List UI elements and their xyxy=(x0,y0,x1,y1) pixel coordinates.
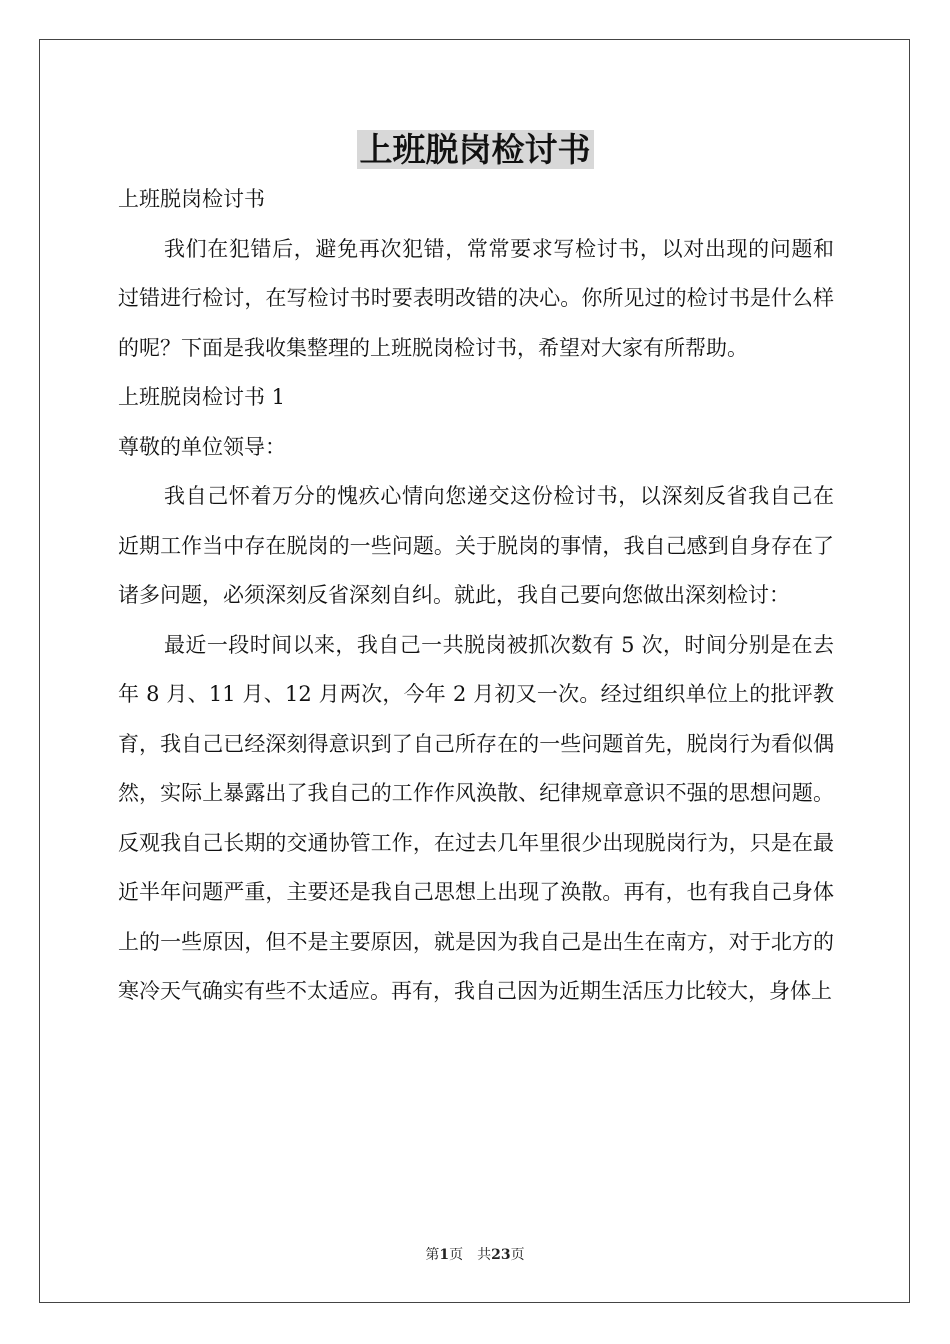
body-paragraph-2: 我们在犯错后，避免再次犯错，常常要求写检讨书，以对出现的问题和过错进行检讨，在写检讨书时要表明改错的决心。你所见过的检讨书是什么样的呢？下面是我收集整理的上班脱岗检讨书，希望对大家有所帮助。 xyxy=(118,236,834,360)
total-label-suffix: 页 xyxy=(510,1247,525,1263)
body-paragraph-3: 上班脱岗检讨书 1 xyxy=(118,385,286,409)
page-label-suffix: 页 xyxy=(449,1247,464,1263)
page-footer xyxy=(0,1245,950,1265)
body-paragraph-4: 尊敬的单位领导： xyxy=(118,434,286,459)
current-page-number: 1 xyxy=(439,1247,450,1263)
document-body xyxy=(118,175,834,1017)
total-label-prefix: 共 xyxy=(477,1247,492,1263)
total-page-count: 23 xyxy=(491,1247,511,1263)
body-paragraph-5: 我自己怀着万分的愧疚心情向您递交这份检讨书，以深刻反省我自己在近期工作当中存在脱岗的一些问题。关于脱岗的事情，我自己感到自身存在了诸多问题，必须深刻反省深刻自纠。就此，我自己要向您做出深刻检讨： xyxy=(118,484,834,607)
document-title-text: 上班脱岗检讨书 xyxy=(357,130,594,169)
body-paragraph-6: 最近一段时间以来，我自己一共脱岗被抓次数有 5 次，时间分别是在去年 8 月、11 月、12 月两次，今年 2 月初又一次。经过组织单位上的批评教育，我自己已经深刻得意识到了自己所存在的一些问题首先，脱岗行为看似偶然，实际上暴露出了我自己的工作作风涣散、纪律规章意识不强的思想问题。反观我自己长期的交通协管工作，在过去几年里很少出现脱岗行为，只是在最近半年问题严重，主要还是我自己思想上出现了涣散。再有，也有我自己身体上的一些原因，但不是主要原因，就是因为我自己是出生在南方，对于北方的寒冷天气确实有些不太适应。再有，我自己因为近期生活压力比较大，身体上 xyxy=(118,632,834,1003)
body-paragraph-1: 上班脱岗检讨书 xyxy=(118,187,265,211)
page-label-prefix: 第 xyxy=(425,1247,440,1263)
document-title xyxy=(0,128,950,172)
